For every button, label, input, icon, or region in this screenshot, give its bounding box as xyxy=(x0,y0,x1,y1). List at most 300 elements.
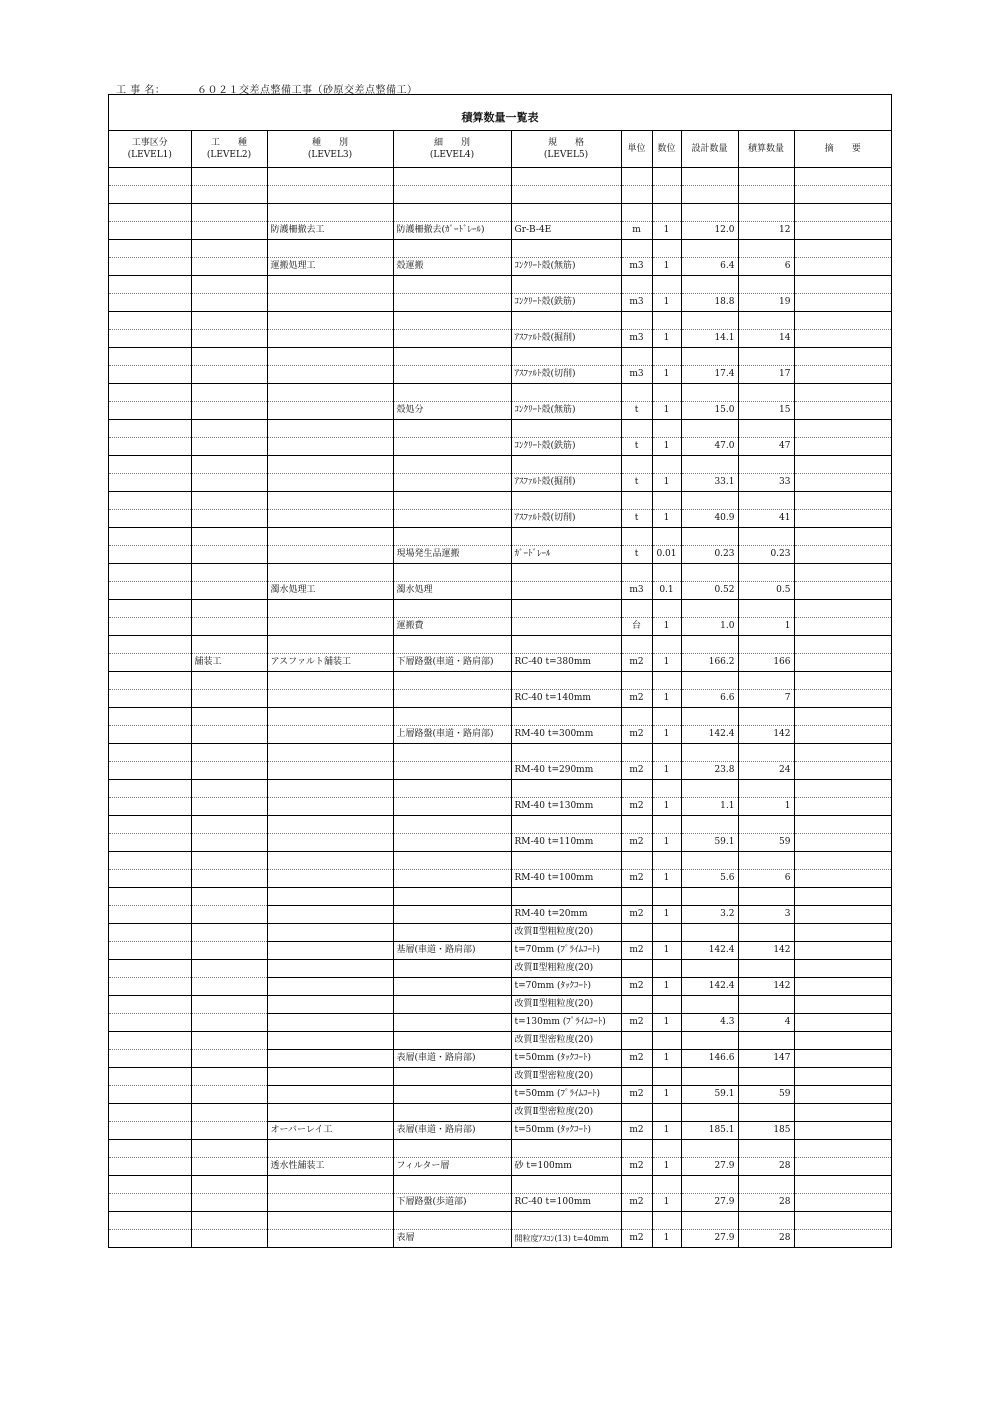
level5-cell: t=50mm (ﾀｯｸｺｰﾄ) xyxy=(511,1050,621,1068)
level3-cell-spacer xyxy=(267,492,393,510)
level1-cell xyxy=(109,834,191,852)
level2-cell-spacer xyxy=(191,1140,267,1158)
level3-cell-spacer xyxy=(267,384,393,402)
level5-cell: ｺﾝｸﾘｰﾄ殻(無筋) xyxy=(511,402,621,420)
design-qty-cell: 0.52 xyxy=(681,582,738,600)
level3-cell xyxy=(267,294,393,312)
sheet-title: 積算数量一覧表 xyxy=(109,94,891,131)
remarks-cell xyxy=(794,690,891,708)
unit-cell-spacer xyxy=(621,276,652,294)
unit-cell-spacer xyxy=(621,888,652,906)
level5-cell: ｺﾝｸﾘｰﾄ殻(鉄筋) xyxy=(511,294,621,312)
level1-cell xyxy=(109,1158,191,1176)
level2-cell-spacer xyxy=(191,1032,267,1050)
design-qty-cell: 17.4 xyxy=(681,366,738,384)
level5-cell-spacer xyxy=(511,348,621,366)
design-qty-cell: 142.4 xyxy=(681,942,738,960)
level1-cell xyxy=(109,690,191,708)
calc-qty-cell-spacer xyxy=(738,1212,794,1230)
remarks-cell xyxy=(794,582,891,600)
level3-cell-spacer xyxy=(267,240,393,258)
unit-cell: 台 xyxy=(621,618,652,636)
table-row xyxy=(109,402,891,420)
level5-cell-spacer xyxy=(511,204,621,222)
quantity-sheet xyxy=(108,94,892,1248)
calc-qty-cell-spacer xyxy=(738,888,794,906)
level4-cell-spacer xyxy=(393,636,511,654)
level5-cell-spacer xyxy=(511,672,621,690)
unit-cell-spacer xyxy=(621,816,652,834)
level3-cell: 運搬処理工 xyxy=(267,258,393,276)
level2-cell-spacer xyxy=(191,564,267,582)
level5-cell-spacer xyxy=(511,600,621,618)
design-qty-cell-spacer xyxy=(681,456,738,474)
level4-cell xyxy=(393,366,511,384)
level3-cell-spacer xyxy=(267,204,393,222)
digit-cell-spacer xyxy=(652,528,681,546)
level5-cell-spacer xyxy=(511,744,621,762)
design-qty-cell: 0.23 xyxy=(681,546,738,564)
digit-cell-spacer xyxy=(652,312,681,330)
level2-cell-spacer xyxy=(191,348,267,366)
level5-cell-spacer xyxy=(511,384,621,402)
level1-cell-spacer xyxy=(109,1032,191,1050)
level1-cell-spacer xyxy=(109,888,191,906)
unit-cell-spacer xyxy=(621,168,652,186)
unit-cell-spacer xyxy=(621,1032,652,1050)
level4-cell: フィルター層 xyxy=(393,1158,511,1176)
level5-cell: t=50mm (ﾌﾟﾗｲﾑｺｰﾄ) xyxy=(511,1086,621,1104)
digit-cell: 1 xyxy=(652,1158,681,1176)
unit-cell: m2 xyxy=(621,906,652,924)
level5-cell: 開粒度ｱｽｺﾝ(13) t=40mm xyxy=(511,1230,621,1248)
digit-cell: 1 xyxy=(652,330,681,348)
level4-cell xyxy=(393,474,511,492)
level2-cell-spacer xyxy=(191,636,267,654)
calc-qty-cell: 142 xyxy=(738,978,794,996)
unit-cell: m2 xyxy=(621,1194,652,1212)
design-qty-cell-spacer xyxy=(681,852,738,870)
table-row xyxy=(109,330,891,348)
level1-cell xyxy=(109,186,191,204)
level4-cell xyxy=(393,978,511,996)
remarks-cell-spacer xyxy=(794,348,891,366)
level4-cell: 基層(車道・路肩部) xyxy=(393,942,511,960)
level3-cell: オーバーレイ工 xyxy=(267,1122,393,1140)
calc-qty-cell: 19 xyxy=(738,294,794,312)
digit-cell-spacer xyxy=(652,1176,681,1194)
level1-cell xyxy=(109,798,191,816)
level5-cell: RM-40 t=110mm xyxy=(511,834,621,852)
level1-cell xyxy=(109,366,191,384)
level4-cell-spacer xyxy=(393,600,511,618)
level5-cell-spacer xyxy=(511,456,621,474)
level3-cell xyxy=(267,762,393,780)
remarks-cell-spacer xyxy=(794,780,891,798)
unit-cell-spacer xyxy=(621,996,652,1014)
level1-cell xyxy=(109,1194,191,1212)
table-row-spacer xyxy=(109,1032,891,1050)
remarks-cell xyxy=(794,366,891,384)
remarks-cell-spacer xyxy=(794,852,891,870)
level3-cell-spacer xyxy=(267,348,393,366)
unit-cell: m2 xyxy=(621,1086,652,1104)
unit-cell: m2 xyxy=(621,798,652,816)
level5-cell: t=130mm (ﾌﾟﾗｲﾑｺｰﾄ) xyxy=(511,1014,621,1032)
remarks-cell-spacer xyxy=(794,924,891,942)
calc-qty-cell-spacer xyxy=(738,168,794,186)
level4-cell: 下層路盤(車道・路肩部) xyxy=(393,654,511,672)
remarks-cell xyxy=(794,1086,891,1104)
design-qty-cell: 146.6 xyxy=(681,1050,738,1068)
table-row xyxy=(109,762,891,780)
level1-cell-spacer xyxy=(109,1176,191,1194)
level1-cell xyxy=(109,546,191,564)
level4-cell xyxy=(393,690,511,708)
level1-cell xyxy=(109,582,191,600)
design-qty-cell: 142.4 xyxy=(681,978,738,996)
calc-qty-cell: 3 xyxy=(738,906,794,924)
digit-cell: 1 xyxy=(652,366,681,384)
unit-cell: m2 xyxy=(621,834,652,852)
level2-cell-spacer xyxy=(191,744,267,762)
calc-qty-cell-spacer xyxy=(738,600,794,618)
design-qty-cell: 12.0 xyxy=(681,222,738,240)
level4-cell: 濁水処理 xyxy=(393,582,511,600)
calc-qty-cell: 1 xyxy=(738,618,794,636)
digit-cell-spacer xyxy=(652,456,681,474)
unit-cell: m2 xyxy=(621,1122,652,1140)
level2-cell xyxy=(191,402,267,420)
unit-cell-spacer xyxy=(621,564,652,582)
table-row-spacer xyxy=(109,1104,891,1122)
level5-cell-spacer xyxy=(511,492,621,510)
design-qty-cell: 5.6 xyxy=(681,870,738,888)
unit-cell-spacer xyxy=(621,456,652,474)
level3-cell-spacer xyxy=(267,852,393,870)
remarks-cell-spacer xyxy=(794,1176,891,1194)
unit-cell-spacer xyxy=(621,744,652,762)
remarks-cell xyxy=(794,1158,891,1176)
unit-cell: m2 xyxy=(621,942,652,960)
level5-grade-cell: 改質Ⅱ型粗粒度(20) xyxy=(511,924,621,942)
calc-qty-cell: 24 xyxy=(738,762,794,780)
level4-cell xyxy=(393,798,511,816)
level5-cell: ｺﾝｸﾘｰﾄ殻(無筋) xyxy=(511,258,621,276)
level1-cell xyxy=(109,618,191,636)
calc-qty-cell-spacer xyxy=(738,1140,794,1158)
level1-cell xyxy=(109,1122,191,1140)
level3-cell-spacer xyxy=(267,744,393,762)
level3-cell-spacer xyxy=(267,888,393,906)
table-row-spacer xyxy=(109,348,891,366)
unit-cell xyxy=(621,186,652,204)
digit-cell-spacer xyxy=(652,1212,681,1230)
remarks-cell xyxy=(794,438,891,456)
unit-cell-spacer xyxy=(621,420,652,438)
unit-cell-spacer xyxy=(621,672,652,690)
design-qty-cell-spacer xyxy=(681,1176,738,1194)
calc-qty-cell: 28 xyxy=(738,1158,794,1176)
level2-cell xyxy=(191,618,267,636)
remarks-cell xyxy=(794,870,891,888)
table-row-spacer xyxy=(109,672,891,690)
level3-cell-spacer xyxy=(267,1104,393,1122)
design-qty-cell: 40.9 xyxy=(681,510,738,528)
remarks-cell-spacer xyxy=(794,996,891,1014)
unit-cell: t xyxy=(621,402,652,420)
level5-cell xyxy=(511,582,621,600)
remarks-cell xyxy=(794,546,891,564)
table-row-spacer xyxy=(109,528,891,546)
level3-cell-spacer xyxy=(267,1140,393,1158)
design-qty-cell-spacer xyxy=(681,924,738,942)
design-qty-cell-spacer xyxy=(681,1068,738,1086)
remarks-cell xyxy=(794,1014,891,1032)
table-row xyxy=(109,1014,891,1032)
unit-cell-spacer xyxy=(621,384,652,402)
level5-grade-cell: 改質Ⅱ型密粒度(20) xyxy=(511,1104,621,1122)
header-level2: 工 種 (LEVEL2) xyxy=(191,131,267,168)
calc-qty-cell: 6 xyxy=(738,258,794,276)
level3-cell xyxy=(267,906,393,924)
level4-cell-spacer xyxy=(393,1140,511,1158)
level5-cell: RM-40 t=20mm xyxy=(511,906,621,924)
unit-cell: m2 xyxy=(621,1050,652,1068)
unit-cell-spacer xyxy=(621,960,652,978)
level1-cell xyxy=(109,762,191,780)
remarks-cell-spacer xyxy=(794,384,891,402)
digit-cell-spacer xyxy=(652,600,681,618)
calc-qty-cell-spacer xyxy=(738,672,794,690)
level3-cell xyxy=(267,186,393,204)
level4-cell-spacer xyxy=(393,960,511,978)
level5-cell: t=50mm (ﾀｯｸｺｰﾄ) xyxy=(511,1122,621,1140)
level2-cell xyxy=(191,870,267,888)
level5-grade-cell: 改質Ⅱ型粗粒度(20) xyxy=(511,960,621,978)
header-remarks: 摘 要 xyxy=(794,131,891,168)
level5-cell-spacer xyxy=(511,1212,621,1230)
remarks-cell xyxy=(794,654,891,672)
remarks-cell xyxy=(794,726,891,744)
level3-cell xyxy=(267,978,393,996)
design-qty-cell-spacer xyxy=(681,1032,738,1050)
table-row xyxy=(109,798,891,816)
table-row-spacer xyxy=(109,492,891,510)
level4-cell-spacer xyxy=(393,456,511,474)
table-row-spacer xyxy=(109,1140,891,1158)
calc-qty-cell-spacer xyxy=(738,636,794,654)
design-qty-cell-spacer xyxy=(681,960,738,978)
table-row xyxy=(109,1158,891,1176)
level5-cell-spacer xyxy=(511,1176,621,1194)
digit-cell: 1 xyxy=(652,834,681,852)
level3-cell-spacer xyxy=(267,1212,393,1230)
level1-cell-spacer xyxy=(109,852,191,870)
level1-cell-spacer xyxy=(109,636,191,654)
level2-cell-spacer xyxy=(191,708,267,726)
header-design-qty: 設計数量 xyxy=(681,131,738,168)
digit-cell: 1 xyxy=(652,978,681,996)
table-row-spacer xyxy=(109,816,891,834)
calc-qty-cell: 28 xyxy=(738,1194,794,1212)
design-qty-cell: 47.0 xyxy=(681,438,738,456)
unit-cell-spacer xyxy=(621,312,652,330)
level2-cell-spacer xyxy=(191,672,267,690)
level4-cell-spacer xyxy=(393,420,511,438)
remarks-cell-spacer xyxy=(794,1104,891,1122)
project-name: ６０２１交差点整備工事（砂原交差点整備工） xyxy=(197,85,418,96)
unit-cell-spacer xyxy=(621,204,652,222)
digit-cell: 1 xyxy=(652,258,681,276)
table-row-spacer xyxy=(109,636,891,654)
level4-cell-spacer xyxy=(393,1104,511,1122)
digit-cell-spacer xyxy=(652,1032,681,1050)
design-qty-cell-spacer xyxy=(681,384,738,402)
unit-cell: m3 xyxy=(621,366,652,384)
level1-cell-spacer xyxy=(109,420,191,438)
level1-cell-spacer xyxy=(109,168,191,186)
digit-cell-spacer xyxy=(652,1104,681,1122)
design-qty-cell-spacer xyxy=(681,240,738,258)
level2-cell xyxy=(191,366,267,384)
level3-cell xyxy=(267,870,393,888)
calc-qty-cell-spacer xyxy=(738,744,794,762)
level2-cell xyxy=(191,294,267,312)
remarks-cell xyxy=(794,402,891,420)
unit-cell: m2 xyxy=(621,1158,652,1176)
calc-qty-cell-spacer xyxy=(738,528,794,546)
remarks-cell-spacer xyxy=(794,1212,891,1230)
design-qty-cell: 3.2 xyxy=(681,906,738,924)
level4-cell-spacer xyxy=(393,384,511,402)
digit-cell-spacer xyxy=(652,1068,681,1086)
remarks-cell-spacer xyxy=(794,1068,891,1086)
digit-cell: 1 xyxy=(652,222,681,240)
table-row-spacer xyxy=(109,744,891,762)
level5-cell-spacer xyxy=(511,852,621,870)
remarks-cell xyxy=(794,1194,891,1212)
level4-cell-spacer xyxy=(393,888,511,906)
table-row xyxy=(109,546,891,564)
unit-cell: t xyxy=(621,510,652,528)
unit-cell-spacer xyxy=(621,1104,652,1122)
design-qty-cell xyxy=(681,186,738,204)
unit-cell: m2 xyxy=(621,870,652,888)
unit-cell-spacer xyxy=(621,528,652,546)
level1-cell-spacer xyxy=(109,1104,191,1122)
digit-cell: 1 xyxy=(652,690,681,708)
level3-cell-spacer xyxy=(267,312,393,330)
level2-cell-spacer xyxy=(191,1104,267,1122)
level3-cell: 濁水処理工 xyxy=(267,582,393,600)
level2-cell xyxy=(191,258,267,276)
level5-cell xyxy=(511,618,621,636)
level2-cell xyxy=(191,1050,267,1068)
level1-cell xyxy=(109,402,191,420)
table-row xyxy=(109,1122,891,1140)
level3-cell xyxy=(267,1086,393,1104)
table-row xyxy=(109,474,891,492)
level1-cell xyxy=(109,1230,191,1248)
level4-cell-spacer xyxy=(393,816,511,834)
calc-qty-cell-spacer xyxy=(738,780,794,798)
calc-qty-cell-spacer xyxy=(738,924,794,942)
level5-cell-spacer xyxy=(511,708,621,726)
level2-cell-spacer xyxy=(191,996,267,1014)
remarks-cell xyxy=(794,186,891,204)
level5-cell: RM-40 t=290mm xyxy=(511,762,621,780)
design-qty-cell-spacer xyxy=(681,888,738,906)
table-body xyxy=(109,168,891,1248)
calc-qty-cell-spacer xyxy=(738,276,794,294)
table-row-spacer xyxy=(109,564,891,582)
digit-cell-spacer xyxy=(652,276,681,294)
level3-cell xyxy=(267,366,393,384)
level4-cell-spacer xyxy=(393,996,511,1014)
remarks-cell xyxy=(794,618,891,636)
design-qty-cell-spacer xyxy=(681,600,738,618)
header-level3: 種 別 (LEVEL3) xyxy=(267,131,393,168)
level2-cell-spacer xyxy=(191,204,267,222)
level5-cell-spacer xyxy=(511,564,621,582)
remarks-cell-spacer xyxy=(794,420,891,438)
calc-qty-cell-spacer xyxy=(738,348,794,366)
table-row xyxy=(109,294,891,312)
level1-cell xyxy=(109,906,191,924)
level1-cell xyxy=(109,1014,191,1032)
header-unit: 単位 xyxy=(621,131,652,168)
level3-cell xyxy=(267,402,393,420)
level5-cell: ｱｽﾌｧﾙﾄ殻(切削) xyxy=(511,366,621,384)
header-level4: 細 別 (LEVEL4) xyxy=(393,131,511,168)
calc-qty-cell xyxy=(738,186,794,204)
level3-cell xyxy=(267,942,393,960)
level1-cell xyxy=(109,1086,191,1104)
remarks-cell-spacer xyxy=(794,960,891,978)
digit-cell: 0.1 xyxy=(652,582,681,600)
level2-cell-spacer xyxy=(191,312,267,330)
level4-cell: 表層 xyxy=(393,1230,511,1248)
remarks-cell-spacer xyxy=(794,1032,891,1050)
table-row xyxy=(109,258,891,276)
remarks-cell xyxy=(794,222,891,240)
level1-cell-spacer xyxy=(109,744,191,762)
level3-cell-spacer xyxy=(267,960,393,978)
level1-cell xyxy=(109,978,191,996)
remarks-cell-spacer xyxy=(794,600,891,618)
unit-cell: m3 xyxy=(621,258,652,276)
unit-cell-spacer xyxy=(621,240,652,258)
level4-cell-spacer xyxy=(393,240,511,258)
design-qty-cell-spacer xyxy=(681,492,738,510)
remarks-cell xyxy=(794,330,891,348)
unit-cell-spacer xyxy=(621,636,652,654)
calc-qty-cell: 47 xyxy=(738,438,794,456)
level1-cell-spacer xyxy=(109,492,191,510)
digit-cell xyxy=(652,186,681,204)
unit-cell-spacer xyxy=(621,852,652,870)
level2-cell xyxy=(191,1122,267,1140)
level1-cell-spacer xyxy=(109,672,191,690)
level3-cell-spacer xyxy=(267,996,393,1014)
remarks-cell-spacer xyxy=(794,744,891,762)
table-row-spacer xyxy=(109,276,891,294)
digit-cell: 1 xyxy=(652,762,681,780)
level2-cell-spacer xyxy=(191,276,267,294)
design-qty-cell: 33.1 xyxy=(681,474,738,492)
level3-cell-spacer xyxy=(267,528,393,546)
